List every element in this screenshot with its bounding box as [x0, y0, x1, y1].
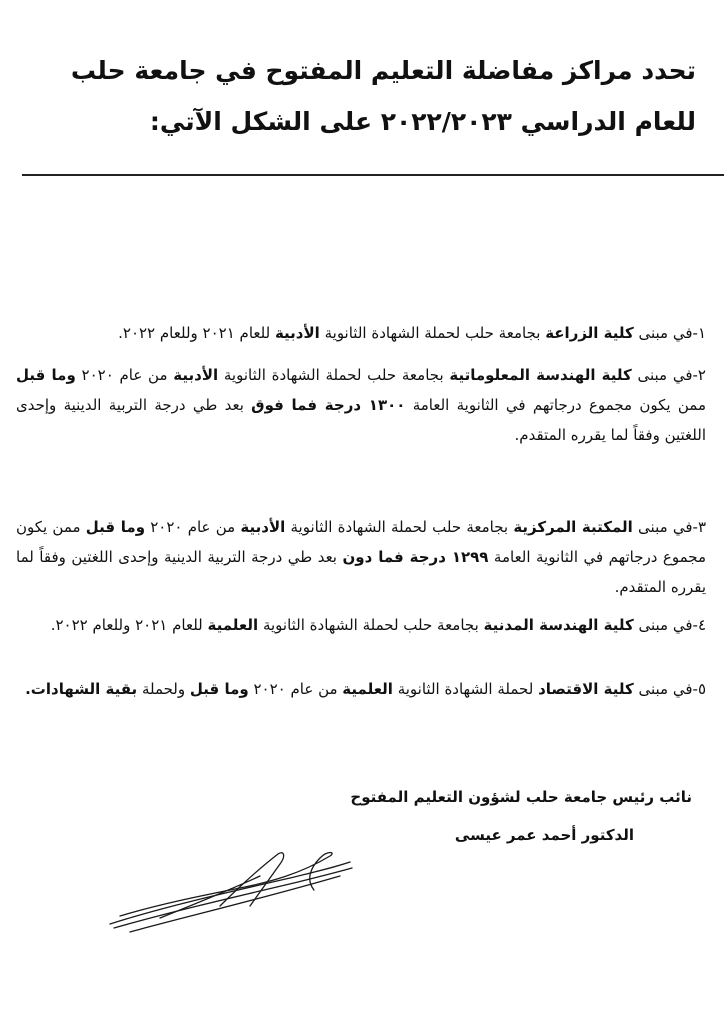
- item-text: بعد طي درجة التربية الدينية وإحدى اللغتين وفقاً لما يقرره المتقدم.: [16, 548, 706, 596]
- item-text: ٣-في مبنى: [632, 518, 706, 536]
- item-emphasis: كلية الاقتصاد: [538, 680, 634, 698]
- item-emphasis: الأدبية: [173, 366, 219, 384]
- item-text: من عام ٢٠٢٠: [75, 366, 174, 384]
- item-text: ٥-في مبنى: [633, 680, 706, 698]
- item-text: بجامعة حلب لحملة الشهادة الثانوية: [319, 324, 546, 342]
- item-emphasis: وما قبل: [85, 518, 146, 536]
- item-text: ممن يكون مجموع درجاتهم في الثانوية العامة: [16, 518, 706, 566]
- list-item: [16, 512, 706, 602]
- item-emphasis: ١٢٩٩ درجة فما دون: [342, 548, 489, 566]
- item-text: بجامعة حلب لحملة الشهادة الثانوية: [285, 518, 514, 536]
- item-text: ممن يكون مجموع درجاتهم في الثانوية العامة: [405, 396, 706, 414]
- list-item: [16, 674, 706, 704]
- item-text: للعام ٢٠٢١ وللعام ٢٠٢٢.: [118, 324, 275, 342]
- item-emphasis: وما قبل: [16, 366, 76, 384]
- item-emphasis: ١٣٠٠ درجة فما فوق: [251, 396, 406, 414]
- item-emphasis: كلية الهندسة المدنية: [483, 616, 634, 634]
- item-text: بجامعة حلب لحملة الشهادة الثانوية: [218, 366, 450, 384]
- item-emphasis: الأدبية: [274, 324, 320, 342]
- item-emphasis: العلمية: [342, 680, 393, 698]
- header-divider: [22, 174, 724, 176]
- list-item: [16, 318, 706, 348]
- item-text: ٤-في مبنى: [633, 616, 706, 634]
- item-text: من عام ٢٠٢٠: [145, 518, 241, 536]
- item-text: لحملة الشهادة الثانوية: [392, 680, 539, 698]
- item-text: ولحملة: [137, 680, 190, 698]
- item-text: للعام ٢٠٢١ وللعام ٢٠٢٢.: [50, 616, 208, 634]
- document-title: تحدد مراكز مفاضلة التعليم المفتوح في جامعة حلب: [70, 56, 696, 85]
- document-subtitle: للعام الدراسي ٢٠٢٢/٢٠٢٣ على الشكل الآتي:: [149, 107, 696, 136]
- item-text: ١-في مبنى: [633, 324, 706, 342]
- item-text: ٢-في مبنى: [631, 366, 706, 384]
- item-text: بعد طي درجة التربية الدينية وإحدى اللغتين وفقاً لما يقرره المتقدم.: [16, 396, 706, 444]
- item-text: من عام ٢٠٢٠: [248, 680, 343, 698]
- item-emphasis: العلمية: [207, 616, 259, 634]
- item-text: بجامعة حلب لحملة الشهادة الثانوية: [258, 616, 484, 634]
- item-emphasis: كلية الهندسة المعلوماتية: [449, 366, 632, 384]
- signatory-title: نائب رئيس جامعة حلب لشؤون التعليم المفتوح: [350, 788, 692, 806]
- item-emphasis: بقية الشهادات.: [25, 680, 138, 698]
- item-emphasis: المكتبة المركزية: [513, 518, 633, 536]
- signatory-name: الدكتور أحمد عمر عيسى: [454, 826, 634, 844]
- handwritten-signature: [100, 846, 360, 936]
- list-item: [16, 610, 706, 640]
- item-emphasis: وما قبل: [189, 680, 249, 698]
- item-emphasis: كلية الزراعة: [545, 324, 634, 342]
- list-item: [16, 360, 706, 450]
- item-emphasis: الأدبية: [240, 518, 286, 536]
